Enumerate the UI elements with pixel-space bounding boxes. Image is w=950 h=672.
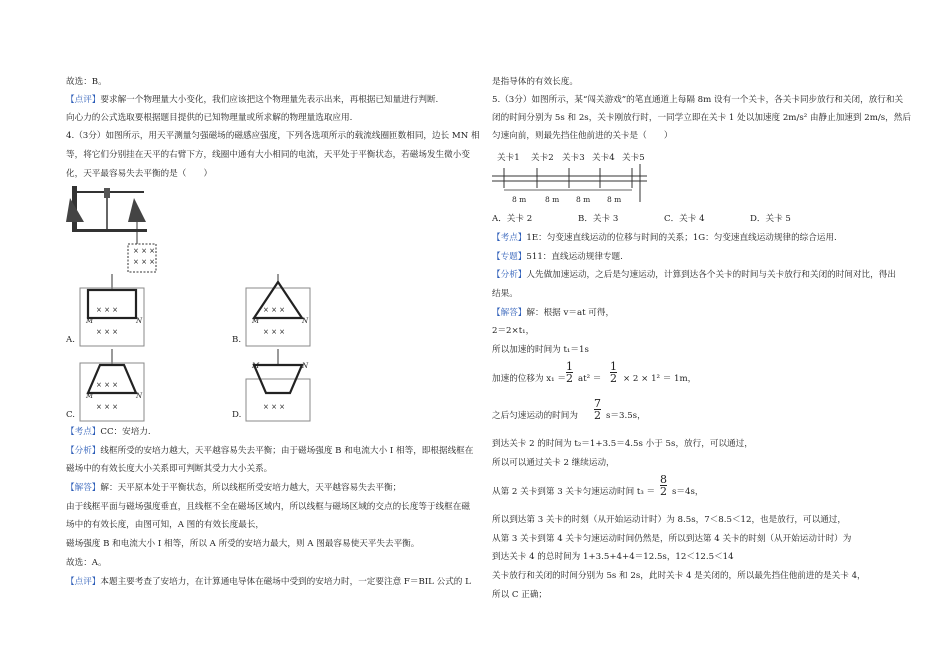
comment-tag: 【点评】	[66, 95, 101, 105]
balance-cross-2: × × ×	[133, 258, 156, 266]
option-a-label: A.	[66, 335, 75, 345]
comment-line	[66, 95, 438, 106]
eq-2: 所以加速的时间为 t₁＝1s	[492, 345, 589, 355]
q5-kaodian-text: 1E：匀变速直线运动的位移与时间的关系；1G：匀变速直线运动规律的综合运用.	[526, 233, 837, 243]
d-cross: × × ×	[263, 403, 286, 411]
q5-fenxi-text: 人先做加速运动，之后是匀速运动，计算到达各个关卡的时间与关卡放行和关闭的时间对比，得出	[526, 270, 896, 280]
q5-jieda-text: 解：根据 v＝at 可得，	[526, 308, 615, 318]
answer-line: 故选：B。	[66, 77, 107, 87]
gate-2-label: 关卡2	[531, 153, 554, 163]
b-cross-2: × × ×	[263, 328, 286, 336]
q5-fenxi	[492, 270, 896, 281]
q4-jieda-2: 由于线框平面与磁场强度垂直，且线框不全在磁场区域内，所以线框与磁场区域的交点的长度等于线框在磁	[66, 502, 470, 512]
q5-fenxi-2: 结果。	[492, 289, 518, 299]
a-label-n: N	[136, 317, 143, 325]
frac-half-2	[610, 361, 617, 384]
eq-3b: at² ＝	[578, 374, 602, 384]
q4-jieda-3: 场中的有效长度，由图可知，A 图的有效长度最长，	[66, 520, 265, 530]
q4-fenxi	[66, 446, 473, 457]
kaodian-text: CC：安培力.	[100, 427, 151, 437]
d-label-m: M	[252, 362, 260, 370]
option-b-label: B.	[232, 335, 242, 345]
q5-kaodian-tag: 【考点】	[492, 233, 527, 243]
q5-kaodian	[492, 233, 837, 244]
d-label-n: N	[302, 362, 309, 370]
q5-fenxi-tag: 【分析】	[492, 270, 527, 280]
gate-5-label: 关卡5	[622, 153, 645, 163]
fenxi-text: 线框所受的安培力越大，天平越容易失去平衡；由于磁场强度 B 和电流大小 I 相等，即根据线框在	[100, 446, 474, 456]
comment-text: 要求解一个物理量大小变化，我们应该把这个物理量先表示出来，再根据已知量进行判断.	[100, 95, 439, 105]
eq-4a: 之后匀速运动的时间为	[492, 411, 578, 421]
q5-option-a: A．关卡 2	[492, 214, 533, 224]
c-label-n: N	[136, 392, 143, 400]
option-d-label: D.	[232, 410, 242, 420]
kaodian-tag: 【考点】	[66, 427, 101, 437]
q5-option-b: B．关卡 3	[578, 214, 619, 224]
eq-5: 到达关卡 2 的时间为 t₂＝1+3.5＝4.5s 小于 5s，放行，可以通过，	[492, 439, 753, 449]
q5-zhuanti-tag: 【专题】	[492, 252, 527, 262]
a-cross-1: × × ×	[96, 306, 119, 314]
frac-seven-half-num: 7	[594, 397, 601, 410]
q4-line-1: 4.（3分）如图所示，用天平测量匀强磁场的磁感应强度，下列各选项所示的载流线圈匝数相同，边长 MN 相	[66, 131, 480, 141]
q5-line-3: 匀速向前，则最先挡住他前进的关卡是（ ）	[492, 131, 673, 141]
q4-line-3: 化，天平最容易失去平衡的是（ ）	[66, 169, 213, 179]
eq-3a: 加速的位移为 x₁ ＝	[492, 374, 566, 384]
dianping-tag: 【点评】	[66, 577, 101, 587]
dist-2: 8 m	[545, 195, 560, 204]
q4-kaodian	[66, 427, 151, 438]
b-cross-1: × × ×	[263, 306, 286, 314]
frac-eight-half-num: 8	[660, 473, 667, 486]
q5-line-1: 5.（3分）如图所示，某“闯关游戏”的笔直通道上每隔 8m 设有一个关卡，各关卡同步放行和关闭，放行和关	[492, 95, 904, 105]
frac-half-1	[566, 361, 573, 384]
frac-eight-half	[660, 474, 667, 497]
balance-cross-1: × × ×	[133, 247, 156, 255]
eq-7b: s＝4s，	[672, 487, 704, 497]
dianping-text: 本题主要考查了安培力，在计算通电导体在磁场中受到的安培力时，一定要注意 F＝BIL 公式的 L	[100, 577, 471, 587]
q5-option-d: D．关卡 5	[750, 214, 791, 224]
eq-10: 到达关卡 4 的总时间为 1+3.5+4+4＝12.5s，12＜12.5＜14	[492, 552, 734, 562]
q5-option-c: C．关卡 4	[664, 214, 705, 224]
eq-1: 2＝2×t₁，	[492, 326, 535, 336]
frac-half-2-den: 2	[610, 372, 617, 385]
eq-11: 关卡放行和关闭的时间分别为 5s 和 2s，此时关卡 4 是关闭的，所以最先挡住他前进的是关卡 4，	[492, 571, 866, 581]
dist-4: 8 m	[607, 195, 622, 204]
jieda-text: 解：天平原本处于平衡状态，所以线框所受安培力越大，天平越容易失去平衡；	[100, 483, 402, 493]
frac-half-1-num: 1	[566, 360, 573, 373]
frac-seven-half-den: 2	[594, 409, 601, 422]
q4-jieda-5: 故选：A。	[66, 558, 107, 568]
b-label-m: M	[252, 317, 260, 325]
dist-3: 8 m	[576, 195, 591, 204]
gate-1-label: 关卡1	[497, 153, 520, 163]
c-label-m: M	[86, 392, 94, 400]
comment-line-2: 向心力的公式选取要根据题目提供的已知物理量或所求解的物理量选取应用.	[66, 113, 353, 123]
q5-zhuanti-text: 511：直线运动规律专题.	[526, 252, 623, 262]
a-cross-2: × × ×	[96, 328, 119, 336]
q5-line-2: 闭的时间分别为 5s 和 2s，关卡刚放行时，一同学立即在关卡 1 处以加速度 2m/s² 由静止加速到 2m/s，然后	[492, 113, 911, 123]
eq-4b: s＝3.5s，	[606, 411, 646, 421]
a-label-m: M	[86, 317, 94, 325]
frac-half-1-den: 2	[566, 372, 573, 385]
jieda-tag: 【解答】	[66, 483, 101, 493]
q4-line-2: 等，将它们分别挂在天平的右臂下方，线圈中通有大小相同的电流，天平处于平衡状态，若磁场发生微小变	[66, 150, 470, 160]
q4-carry-line: 是指导体的有效长度。	[492, 77, 578, 87]
q4-dianping	[66, 577, 471, 588]
gate-4-label: 关卡4	[592, 153, 615, 163]
frac-seven-half	[594, 398, 601, 421]
fenxi-tag: 【分析】	[66, 446, 101, 456]
option-c-label: C.	[66, 410, 76, 420]
q5-jieda	[492, 308, 614, 319]
frac-half-2-num: 1	[610, 360, 617, 373]
frac-eight-half-den: 2	[660, 485, 667, 498]
c-cross-2: × × ×	[96, 403, 119, 411]
q4-fenxi-2: 磁场中的有效长度大小关系即可判断其受力大小关系。	[66, 464, 273, 474]
q4-jieda	[66, 483, 401, 494]
c-cross-1: × × ×	[96, 381, 119, 389]
b-label-n: N	[302, 317, 309, 325]
eq-3c: × 2 × 1² ＝ 1m，	[623, 374, 697, 384]
eq-12: 所以 C 正确；	[492, 590, 548, 600]
dist-1: 8 m	[512, 195, 527, 204]
gate-3-label: 关卡3	[562, 153, 585, 163]
q4-jieda-4: 磁场强度 B 和电流大小 I 相等，所以 A 所受的安培力最大，则 A 图最容易使天平失去平衡。	[66, 539, 420, 549]
q5-jieda-tag: 【解答】	[492, 308, 527, 318]
eq-7a: 从第 2 关卡到第 3 关卡匀速运动时间 t₃ ＝	[492, 487, 656, 497]
eq-6: 所以可以通过关卡 2 继续运动，	[492, 458, 615, 468]
eq-8: 所以到达第 3 关卡的时刻（从开始运动计时）为 8.5s，7＜8.5＜12，也是放行，可以通过，	[492, 515, 846, 525]
eq-9: 从第 3 关卡到第 4 关卡匀速运动时间仍然是，所以到达第 4 关卡的时刻（从开始运动计时）为	[492, 534, 852, 544]
q5-zhuanti	[492, 252, 623, 263]
